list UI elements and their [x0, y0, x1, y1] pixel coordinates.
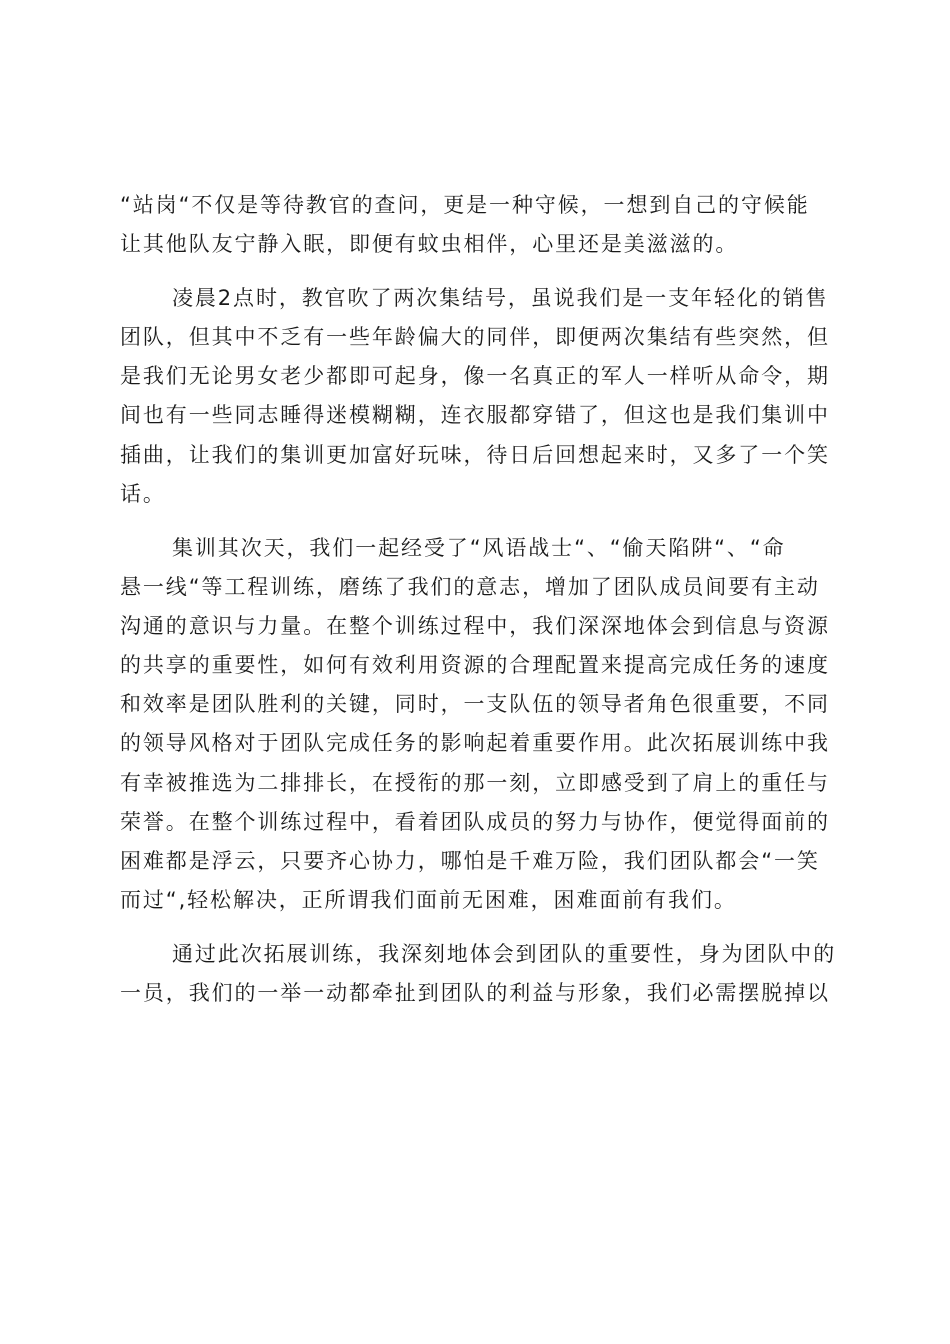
text-line: 是我们无论男女老少都即可起身，像一名真正的军人一样听从命令，期	[120, 364, 830, 389]
document-body	[120, 186, 837, 1013]
text-line: 的领导风格对于团队完成任务的影响起着重要作用。此次拓展训练中我	[120, 731, 830, 756]
text-line: 一员，我们的一举一动都牵扯到团队的利益与形象，我们必需摆脱掉以	[120, 981, 830, 1006]
text-line: 集训其次天，我们一起经受了“风语战士“、“偷天陷阱“、“命	[172, 535, 786, 560]
paragraph	[120, 186, 832, 264]
text-line: 有幸被推选为二排排长，在授衔的那一刻，立即感受到了肩上的重任与	[120, 770, 830, 795]
text-line: 荣誉。在整个训练过程中，看着团队成员的努力与协作，便觉得面前的	[120, 809, 830, 834]
text-line: 间也有一些同志睡得迷模糊糊，连衣服都穿错了，但这也是我们集训中	[120, 403, 830, 428]
text-line: 通过此次拓展训练，我深刻地体会到团队的重要性，身为团队中的	[172, 941, 837, 966]
text-line: 和效率是团队胜利的关键，同时，一支队伍的领导者角色很重要，不同	[120, 692, 830, 717]
text-line: 团队，但其中不乏有一些年龄偏大的同伴，即便两次集结有些突然，但	[120, 325, 830, 350]
text-line: 插曲，让我们的集训更加富好玩味，待日后回想起来时，又多了一个笑	[120, 442, 830, 467]
text-line: 话。	[120, 481, 166, 506]
text-line: 让其他队友宁静入眠，即便有蚊虫相伴，心里还是美滋滋的。	[120, 232, 739, 257]
paragraph	[120, 935, 837, 1013]
paragraph	[120, 279, 832, 514]
text-line: 悬一线“等工程训练，磨练了我们的意志，增加了团队成员间要有主动	[120, 574, 820, 599]
text-line: 的共享的重要性，如何有效利用资源的合理配置来提高完成任务的速度	[120, 653, 830, 678]
text-line: 凌晨2点时，教官吹了两次集结号，虽说我们是一支年轻化的销售	[172, 285, 829, 310]
text-line: 沟通的意识与力量。在整个训练过程中，我们深深地体会到信息与资源	[120, 613, 830, 638]
text-line: “站岗“不仅是等待教官的查问，更是一种守候，一想到自己的守候能	[120, 193, 810, 217]
text-line: 而过“,轻松解决，正所谓我们面前无困难，困难面前有我们。	[120, 888, 737, 913]
paragraph	[120, 529, 832, 921]
text-line: 困难都是浮云，只要齐心协力，哪怕是千难万险，我们团队都会“一笑	[120, 849, 820, 873]
